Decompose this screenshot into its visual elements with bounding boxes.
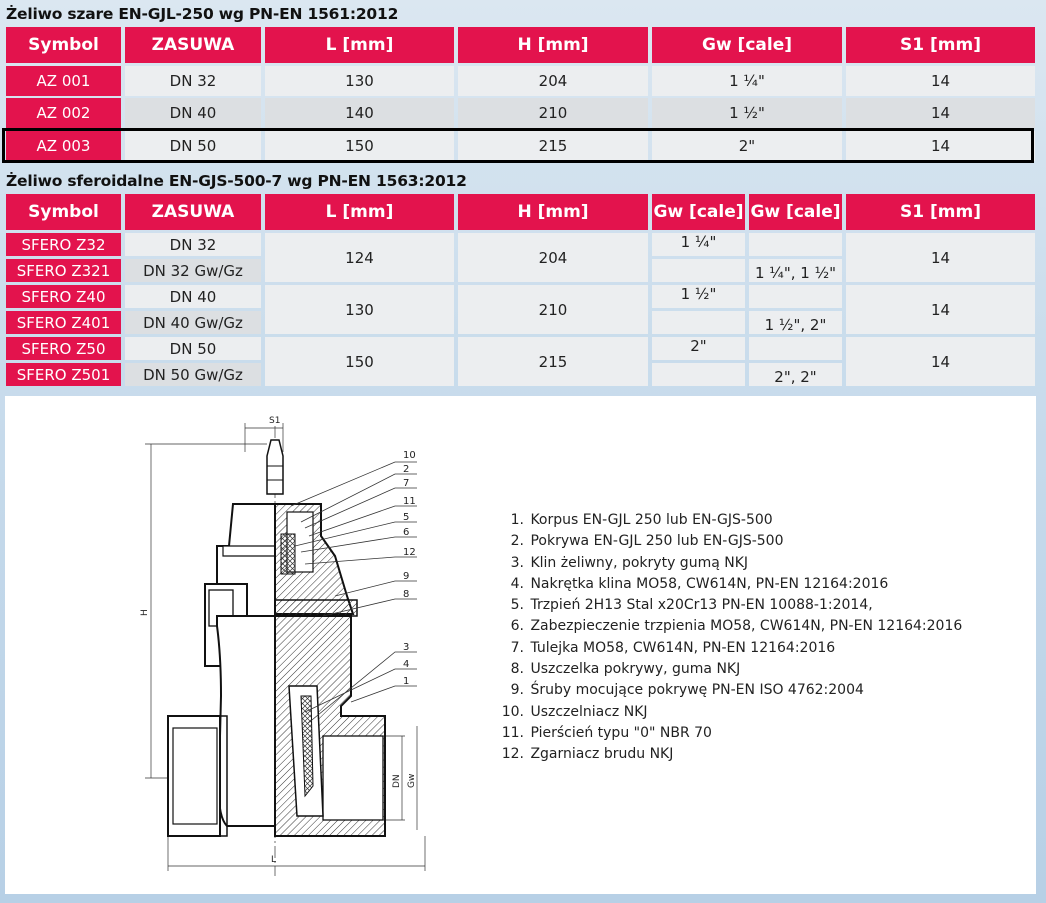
table1-cell: DN 32 <box>125 66 261 96</box>
parts-list-item <box>498 510 962 531</box>
part-description: Uszczelniacz NKJ <box>526 703 648 720</box>
callout-label: 12 <box>403 547 416 558</box>
table2-header: H [mm] <box>458 194 648 230</box>
parts-list-item <box>498 702 962 723</box>
part-number: 12. <box>501 746 524 763</box>
table2-l: 124 <box>265 233 454 282</box>
table1-cell: DN 40 <box>125 98 261 128</box>
part-description: Korpus EN-GJL 250 lub EN-GJS-500 <box>526 512 773 528</box>
row-symbol: AZ 003 <box>6 131 121 161</box>
table1-header: H [mm] <box>458 27 648 63</box>
table1-header: Gw [cale] <box>652 27 842 63</box>
part-number: 8. <box>510 661 524 678</box>
part-description: Nakrętka klina MO58, CW614N, PN-EN 12164:2016 <box>526 575 889 592</box>
part-description: Trzpień 2H13 Stal x20Cr13 PN-EN 10088-1:2014, <box>526 597 873 614</box>
part-number: 5. <box>510 597 524 614</box>
parts-list-item <box>498 616 962 637</box>
callout-label: 1 <box>403 676 410 687</box>
parts-list-item <box>498 723 962 744</box>
table2-zasuwa: DN 32 Gw/Gz <box>125 259 261 282</box>
table2-gw2 <box>749 285 842 308</box>
table2-gw1: 2" <box>652 337 745 360</box>
table2-gw2: 2", 2" <box>749 363 842 386</box>
table1-header: Symbol <box>6 27 121 63</box>
callout-label: 2 <box>403 464 410 475</box>
l-dim-label: L <box>271 855 277 865</box>
table2-zasuwa: DN 50 Gw/Gz <box>125 363 261 386</box>
row-symbol: SFERO Z401 <box>6 311 121 334</box>
table2-header: S1 [mm] <box>846 194 1035 230</box>
table2-header: Symbol <box>6 194 121 230</box>
table2-gw1 <box>652 311 745 334</box>
part-description: Śruby mocujące pokrywę PN-EN ISO 4762:2004 <box>526 682 864 699</box>
table2-l: 150 <box>265 337 454 386</box>
table2-gw2 <box>749 337 842 360</box>
parts-list-item <box>498 638 962 659</box>
callout-label: 9 <box>403 571 410 582</box>
table1-cell: DN 50 <box>125 131 261 161</box>
parts-list-item <box>498 595 962 616</box>
row-symbol: AZ 002 <box>6 98 121 128</box>
table2-s1: 14 <box>846 337 1035 386</box>
table1-cell: 1 ½" <box>652 98 842 128</box>
parts-list-item <box>498 531 962 552</box>
table2-h: 210 <box>458 285 648 334</box>
row-symbol: AZ 001 <box>6 66 121 96</box>
table2-header: Gw [cale] <box>652 194 745 230</box>
dn-dim-label: DN <box>392 774 402 788</box>
table2-zasuwa: DN 32 <box>125 233 261 256</box>
table1-cell: 14 <box>846 131 1035 161</box>
part-description: Pierścień typu "0" NBR 70 <box>526 724 712 741</box>
row-symbol: SFERO Z40 <box>6 285 121 308</box>
table2-gw1 <box>652 259 745 282</box>
table2-zasuwa: DN 40 <box>125 285 261 308</box>
table2-header: Gw [cale] <box>749 194 842 230</box>
part-number: 1. <box>510 512 524 528</box>
table1-cell: 204 <box>458 66 648 96</box>
parts-list-item <box>498 744 962 765</box>
callout-label: 4 <box>403 659 410 670</box>
part-description: Tulejka MO58, CW614N, PN-EN 12164:2016 <box>526 639 836 656</box>
part-number: 3. <box>510 554 524 571</box>
table1-cell: 2" <box>652 131 842 161</box>
table1-title: Żeliwo szare EN-GJL-250 wg PN-EN 1561:2012 <box>6 5 399 23</box>
table2-s1: 14 <box>846 285 1035 334</box>
parts-list-item <box>498 553 962 574</box>
part-number: 9. <box>510 682 524 699</box>
row-symbol: SFERO Z32 <box>6 233 121 256</box>
row-symbol: SFERO Z501 <box>6 363 121 386</box>
parts-list-item <box>498 574 962 595</box>
callout-label: 6 <box>403 527 410 538</box>
table2-gw1: 1 ¼" <box>652 233 745 256</box>
row-symbol: SFERO Z321 <box>6 259 121 282</box>
table1-header: ZASUWA <box>125 27 261 63</box>
table2-title: Żeliwo sferoidalne EN-GJS-500-7 wg PN-EN 1563:2012 <box>6 172 467 190</box>
highlighted-row-frame <box>2 128 1034 163</box>
table2-gw1: 1 ½" <box>652 285 745 308</box>
table2-zasuwa: DN 40 Gw/Gz <box>125 311 261 334</box>
part-description: Pokrywa EN-GJL 250 lub EN-GJS-500 <box>526 533 784 550</box>
table1-cell: 1 ¼" <box>652 66 842 96</box>
table2-gw2: 1 ½", 2" <box>749 311 842 334</box>
parts-list-item <box>498 680 962 701</box>
part-number: 7. <box>510 639 524 656</box>
part-description: Zabezpieczenie trzpienia MO58, CW614N, PN-EN 12164:2016 <box>526 618 963 635</box>
part-description: Klin żeliwny, pokryty gumą NKJ <box>526 554 749 571</box>
gw-dim-label: Gw <box>407 773 417 788</box>
part-number: 2. <box>510 533 524 550</box>
table2-l: 130 <box>265 285 454 334</box>
table1-cell: 215 <box>458 131 648 161</box>
row-symbol: SFERO Z50 <box>6 337 121 360</box>
table2-header: ZASUWA <box>125 194 261 230</box>
callout-label: 3 <box>403 642 410 653</box>
table2-gw2: 1 ¼", 1 ½" <box>749 259 842 282</box>
table1-cell: 140 <box>265 98 454 128</box>
callout-label: 5 <box>403 512 410 523</box>
table1-header: L [mm] <box>265 27 454 63</box>
table2-h: 204 <box>458 233 648 282</box>
parts-list-item <box>498 659 962 680</box>
table2-s1: 14 <box>846 233 1035 282</box>
callout-label: 8 <box>403 589 410 600</box>
table1-cell: 130 <box>265 66 454 96</box>
table2-h: 215 <box>458 337 648 386</box>
table1-cell: 14 <box>846 98 1035 128</box>
h-dim-label: H <box>140 609 150 616</box>
table2-zasuwa: DN 50 <box>125 337 261 360</box>
table2-gw2 <box>749 233 842 256</box>
part-description: Uszczelka pokrywy, guma NKJ <box>526 661 741 678</box>
part-description: Zgarniacz brudu NKJ <box>526 746 674 763</box>
table2-header: L [mm] <box>265 194 454 230</box>
callout-label: 11 <box>403 496 416 507</box>
callout-label: 10 <box>403 450 416 461</box>
callout-label: 7 <box>403 478 410 489</box>
table1-cell: 150 <box>265 131 454 161</box>
part-number: 6. <box>510 618 524 635</box>
table1-cell: 210 <box>458 98 648 128</box>
part-number: 10. <box>501 703 524 720</box>
table1-cell: 14 <box>846 66 1035 96</box>
part-number: 4. <box>510 575 524 592</box>
gate-valve-drawing <box>5 396 475 894</box>
table1-header: S1 [mm] <box>846 27 1035 63</box>
part-number: 11. <box>501 724 524 741</box>
table2-gw1 <box>652 363 745 386</box>
parts-list <box>498 510 962 766</box>
s1-dim-label: S1 <box>269 416 281 426</box>
